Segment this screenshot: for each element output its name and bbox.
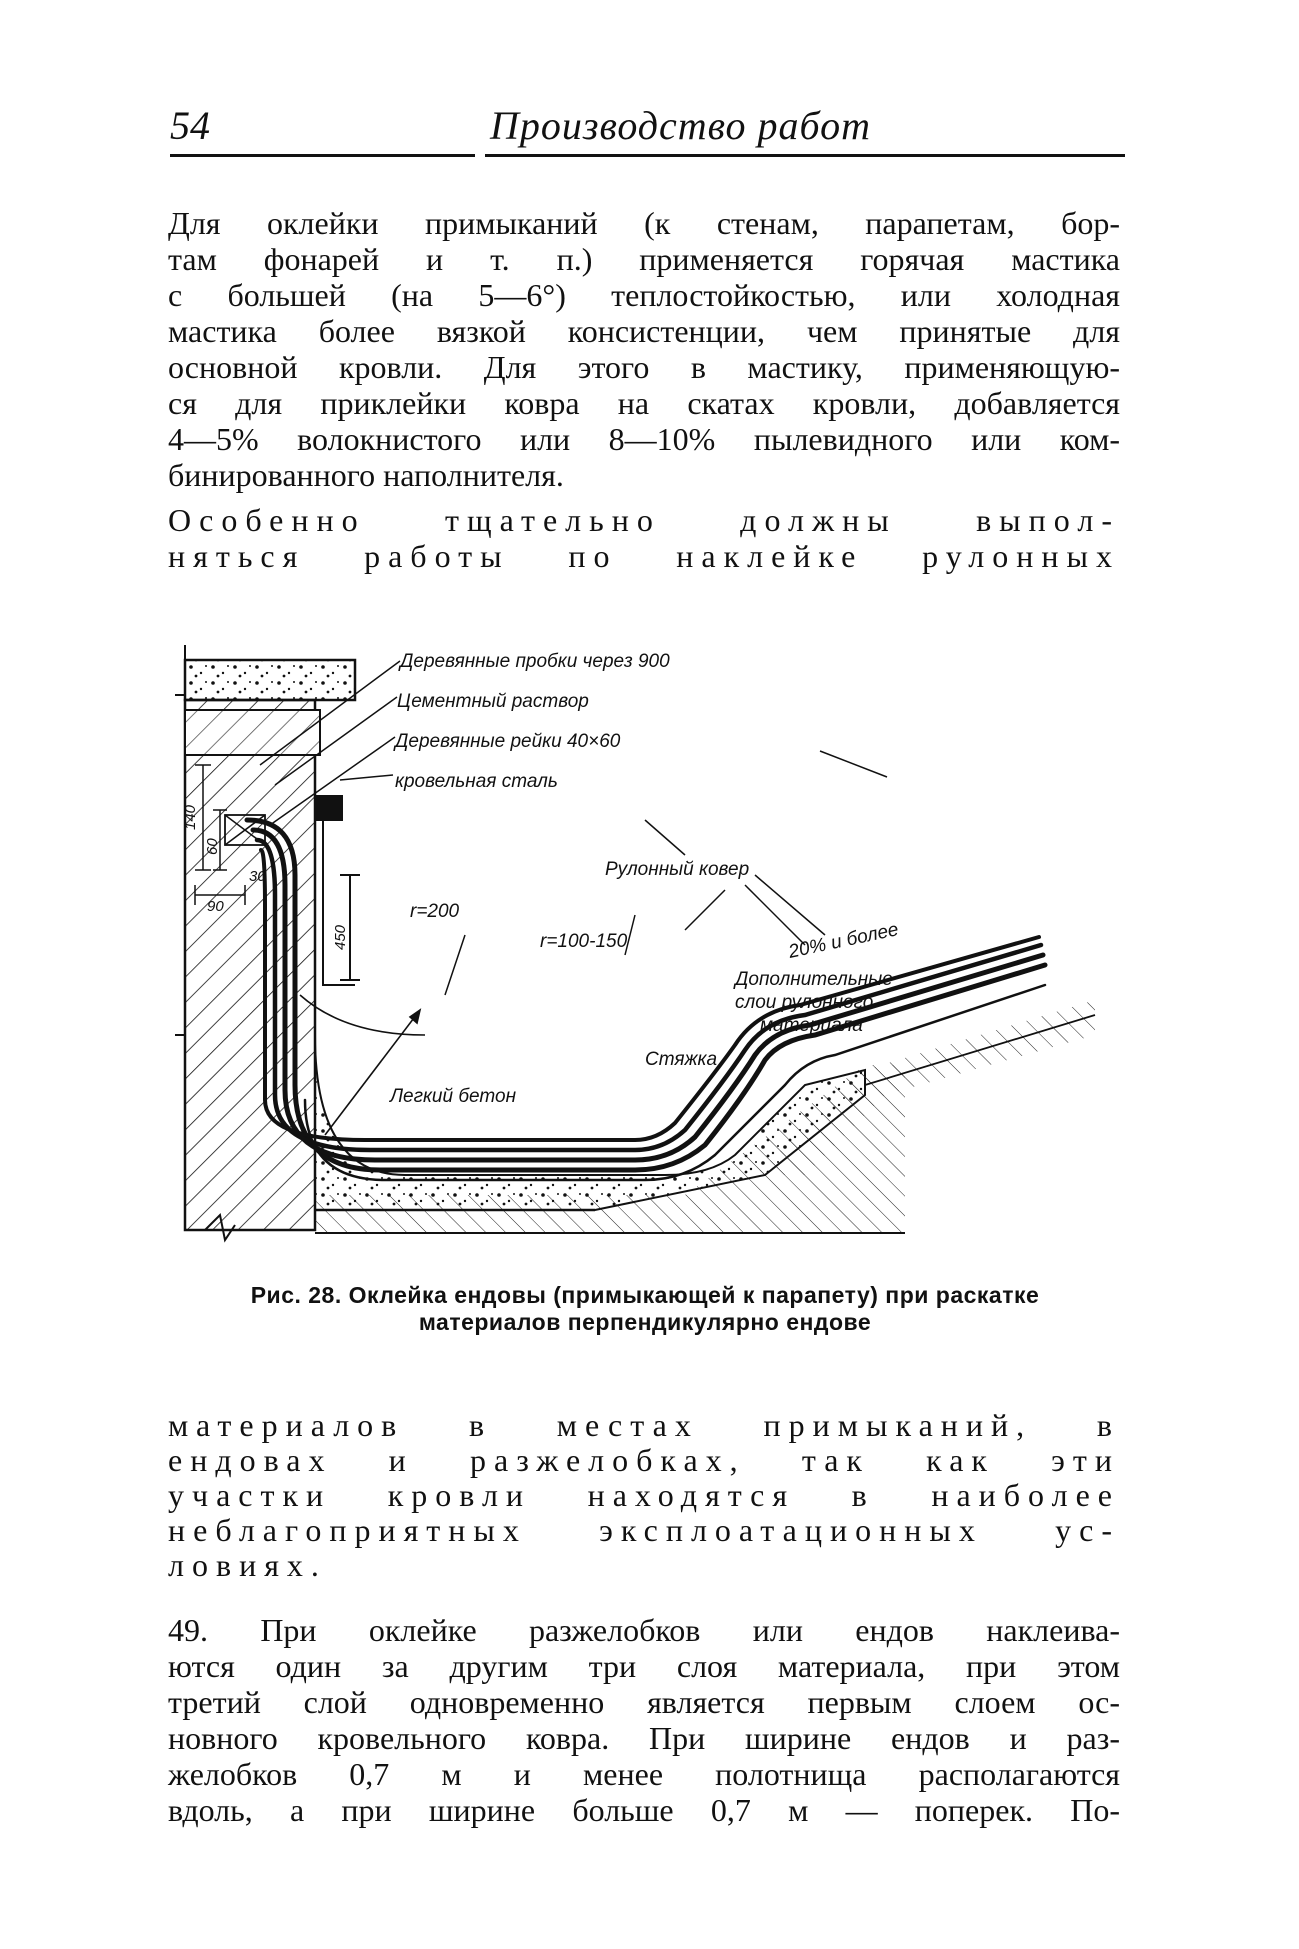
- dim-30: 30: [249, 868, 266, 885]
- dim-60: 60: [204, 838, 221, 855]
- paragraph-emphasis: [168, 502, 1120, 574]
- text-line: ловиях.: [168, 1547, 327, 1583]
- text-line: участки кровли находятся в наиболее: [168, 1477, 1120, 1513]
- text-line: ся для приклейки ковра на скатах кровли, добавляется: [168, 385, 1120, 421]
- page-number: 54: [170, 103, 210, 148]
- parapet-wall: [175, 695, 320, 1240]
- paragraph-49: [168, 1612, 1120, 1828]
- header-rule-right: [485, 154, 1125, 157]
- valley-section-drawing: [165, 615, 1125, 1275]
- text-line: вдоль, а при ширине больше 0,7 м — поперек. По-: [168, 1792, 1120, 1828]
- label-light-concrete: Легкий бетон: [390, 1086, 517, 1107]
- text-line: ендовах и разжелобках, так как эти: [168, 1442, 1120, 1478]
- text-line: Для оклейки примыканий (к стенам, парапетам, бор-: [168, 205, 1120, 241]
- header-rule-left: [170, 154, 475, 157]
- text-line: третий слой одновременно является первым слоем ос-: [168, 1684, 1120, 1720]
- dim-140: 140: [182, 804, 199, 830]
- caption-line: Рис. 28. Оклейка ендовы (примыкающей к парапету) при раскатке: [250, 1282, 1040, 1308]
- label-extra-layers-line3: материала: [760, 1015, 863, 1036]
- dim-90: 90: [207, 898, 224, 915]
- label-screed: Стяжка: [645, 1049, 718, 1070]
- text-line: няться работы по наклейке рулонных: [168, 538, 1120, 574]
- label-roll-carpet: Рулонный ковер: [605, 859, 750, 880]
- figure-caption: [160, 1282, 1130, 1336]
- text-line: там фонарей и т. п.) применяется горячая мастика: [168, 241, 1120, 277]
- text-line: неблагоприятных эксплоатационных ус-: [168, 1512, 1120, 1548]
- parapet-coping: [185, 645, 355, 700]
- label-radius-200: r=200: [410, 901, 460, 922]
- text-line: с большей (на 5—6°) теплостойкостью, или холодная: [168, 277, 1120, 313]
- text-line: новного кровельного ковра. При ширине ендов и раз-: [168, 1720, 1120, 1756]
- dim-450: 450: [332, 924, 349, 950]
- text-line: желобков 0,7 м и менее полотнища располагаются: [168, 1756, 1120, 1792]
- text-line: бинированного наполнителя.: [168, 457, 564, 493]
- figure-valley-diagram: [165, 615, 1125, 1275]
- label-extra-layers-line1: Дополнительные: [735, 969, 893, 990]
- text-line: 49. При оклейке разжелобков или ендов наклеива-: [168, 1612, 1120, 1648]
- label-wood-battens: Деревянные рейки 40×60: [395, 731, 621, 752]
- label-extra-layers-line2: слои рулонного: [735, 992, 874, 1013]
- text-line: основной кровли. Для этого в мастику, применяющую-: [168, 349, 1120, 385]
- page-header: [170, 102, 1125, 162]
- paragraph-emphasis-continued: [168, 1408, 1120, 1583]
- label-roof-steel: кровельная сталь: [395, 771, 558, 792]
- text-line: ются один за другим три слоя материала, при этом: [168, 1648, 1120, 1684]
- label-slope: 20% и более: [786, 919, 901, 963]
- roof-steel-flashing: [323, 815, 360, 985]
- running-title: Производство работ: [490, 103, 871, 148]
- caption-line: материалов перпендикулярно ендове: [418, 1309, 872, 1335]
- label-wood-plugs: Деревянные пробки через 900: [400, 651, 670, 672]
- text-line: мастика более вязкой консистенции, чем принятые для: [168, 313, 1120, 349]
- text-line: материалов в местах примыканий, в: [168, 1407, 1120, 1443]
- paragraph-adjoinings: [168, 205, 1120, 493]
- label-radius-100-150: r=100-150: [540, 931, 628, 952]
- text-line: 4—5% волокнистого или 8—10% пылевидного или ком-: [168, 421, 1120, 457]
- text-line: Особенно тщательно должны выпол-: [168, 502, 1120, 538]
- label-cement-mortar: Цементный раствор: [397, 691, 589, 712]
